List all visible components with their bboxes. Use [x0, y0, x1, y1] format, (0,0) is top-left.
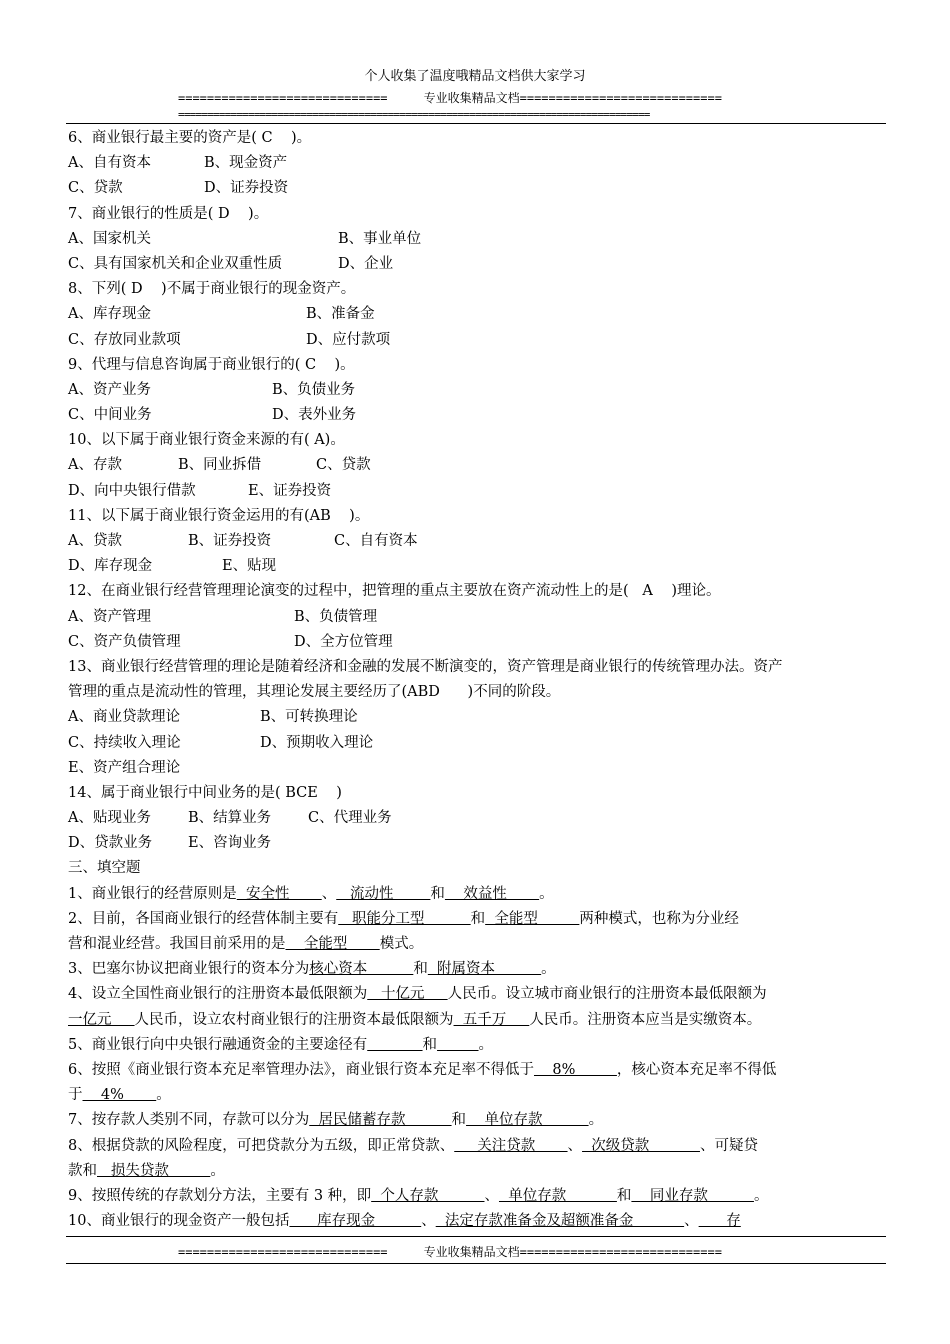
answer-blank [367, 1037, 422, 1053]
option-item: A、国家机关 [68, 230, 151, 247]
line-text: 10、以下属于商业银行资金来源的有( A)。 [68, 432, 345, 449]
line-text: 。 [588, 1112, 604, 1129]
option-item: B、结算业务 [188, 810, 272, 827]
line-text: 和 [422, 1036, 438, 1053]
option-item: D、表外业务 [272, 407, 357, 424]
text-line [68, 353, 886, 378]
option-item: C、持续收入理论 [68, 734, 181, 751]
option-item: C、自有资本 [334, 533, 418, 549]
line-text: 、 [421, 1213, 436, 1230]
footer-banner: ============================= 专业收集精品文档============================ [178, 1245, 722, 1259]
answer-blank: 8% [533, 1061, 617, 1078]
option-item: A、存款 [68, 457, 122, 474]
text-line [68, 907, 886, 932]
line-text: 、 [321, 885, 337, 902]
text-line [68, 1108, 886, 1133]
line-text: 模式。 [379, 936, 424, 952]
text-line [68, 1008, 886, 1033]
line-text: 和 [430, 885, 445, 902]
text-line [68, 328, 886, 353]
text-line [68, 1134, 886, 1159]
option-item: C、代理业务 [308, 810, 392, 827]
option-item: D、向中央银行借款 [68, 482, 196, 499]
line-text: 人民币，设立农村商业银行的注册资本最低限额为 [134, 1011, 454, 1028]
option-item: E、证券投资 [248, 482, 332, 499]
text-line [68, 453, 886, 478]
text-line [68, 227, 886, 252]
line-text: 13、商业银行经营管理的理论是随着经济和金融的发展不断演变的，资产管理是商业银行的传统管理办法。资产 [68, 658, 783, 675]
text-line [68, 705, 886, 730]
option-item: B、事业单位 [338, 230, 422, 247]
line-text: 10、商业银行的现金资产一般包括 [68, 1213, 290, 1230]
footer-rule [66, 1236, 886, 1237]
answer-blank: 次级贷款 [582, 1137, 700, 1154]
text-line [68, 731, 886, 756]
line-text: 、 [684, 1213, 699, 1230]
line-text: 和 [470, 910, 486, 927]
line-text: 2、目前，各国商业银行的经营体制主要有 [68, 910, 339, 927]
text-line [68, 957, 886, 982]
option-item: C、具有国家机关和企业双重性质 [68, 255, 283, 272]
text-line [68, 277, 886, 302]
text-line [68, 630, 886, 655]
answer-blank: 同业存款 [631, 1187, 754, 1204]
option-item: B、负债管理 [294, 608, 378, 625]
option-item: D、应付款项 [306, 331, 391, 348]
option-item: A、资产业务 [68, 381, 151, 398]
header-banner: ============================= 专业收集精品文档============================ [178, 91, 722, 105]
option-item: B、现金资产 [204, 155, 288, 172]
line-text: 。 [478, 1036, 494, 1053]
option-item: C、中间业务 [68, 407, 152, 424]
answer-blank: 存 [698, 1213, 741, 1230]
answer-blank: 五千万 [453, 1011, 530, 1028]
answer-blank: 核心资本 [309, 961, 414, 978]
line-text: 三、填空题 [68, 860, 141, 877]
text-line [68, 1058, 886, 1083]
option-item: A、资产管理 [68, 608, 151, 625]
line-text: 。 [753, 1187, 769, 1204]
answer-blank: 附属资本 [427, 961, 542, 978]
text-line [68, 680, 886, 705]
line-text: E、资产组合理论 [68, 759, 181, 776]
text-line [68, 302, 886, 327]
line-text: 。 [156, 1087, 171, 1104]
line-text: 6、按照《商业银行资本充足率管理办法》，商业银行资本充足率不得低于 [68, 1061, 534, 1078]
answer-blank: 单位存款 [498, 1187, 617, 1204]
header-divider-text: ================================================================================= [178, 108, 650, 121]
line-text: 和 [616, 1187, 632, 1204]
answer-blank: 损失贷款 [97, 1162, 211, 1179]
answer-blank [437, 1037, 478, 1053]
line-text: 和 [413, 961, 428, 978]
line-text: 营和混业经营。我国目前采用的是 [68, 936, 286, 952]
option-item: A、贷款 [68, 533, 122, 549]
footer-bottom-rule [66, 1263, 886, 1264]
line-text: 9、代理与信息咨询属于商业银行的( C )。 [68, 356, 355, 373]
option-item: B、准备金 [306, 306, 375, 323]
text-line [68, 781, 886, 806]
text-line [68, 529, 886, 554]
option-item: A、商业贷款理论 [68, 709, 180, 726]
answer-blank: 全能型 [485, 910, 580, 927]
text-line [68, 1209, 886, 1234]
line-text: 3、巴塞尔协议把商业银行的资本分为 [68, 961, 310, 978]
option-item: A、库存现金 [68, 306, 151, 323]
header-title: 个人收集了温度哦精品文档供大家学习 [364, 69, 586, 84]
option-item: D、预期收入理论 [260, 734, 374, 751]
answer-blank: 一亿元 [68, 1011, 135, 1028]
option-item: A、自有资本 [68, 155, 151, 172]
line-text: 、 [484, 1187, 499, 1204]
line-text: 8、下列( D )不属于商业银行的现金资产。 [68, 281, 356, 298]
answer-blank: 法定存款准备金及超额准备金 [435, 1213, 685, 1230]
text-line [68, 882, 886, 907]
text-line [68, 605, 886, 630]
line-text: 、 [567, 1137, 583, 1154]
text-line [68, 1159, 886, 1184]
text-line [68, 982, 886, 1007]
answer-blank: 单位存款 [466, 1112, 589, 1129]
line-text: ，核心资本充足率不得低 [616, 1061, 777, 1078]
answer-blank: 库存现金 [289, 1213, 422, 1230]
line-text: 5、商业银行向中央银行融通资金的主要途径有 [68, 1036, 368, 1053]
line-text: 7、商业银行的性质是( D )。 [68, 205, 269, 222]
line-text: 9、按照传统的存款划分方法，主要有 3 种，即 [68, 1187, 372, 1204]
option-item: D、贷款业务 [68, 835, 153, 852]
option-item: B、同业拆借 [178, 457, 262, 474]
line-text: 。 [210, 1162, 225, 1179]
line-text: 11、以下属于商业银行资金运用的有(AB )。 [68, 507, 370, 524]
text-line [68, 378, 886, 403]
text-line [68, 126, 886, 151]
option-item: A、贴现业务 [68, 810, 151, 827]
text-line [68, 202, 886, 227]
option-item: C、贷款 [68, 180, 123, 197]
option-item: C、存放同业款项 [68, 331, 181, 348]
text-line [68, 756, 886, 781]
line-text: 款和 [68, 1162, 97, 1179]
option-item: D、库存现金 [68, 558, 153, 575]
line-text: 12、在商业银行经营管理理论演变的过程中，把管理的重点主要放在资产流动性上的是( A )理论。 [68, 583, 721, 600]
line-text: 人民币。设立城市商业银行的注册资本最低限额为 [447, 986, 767, 1003]
line-text: 14、属于商业银行中间业务的是( BCE ) [68, 784, 342, 801]
answer-blank: 十亿元 [367, 986, 448, 1003]
header-rule [66, 123, 886, 124]
text-line [68, 932, 886, 957]
line-text: 8、根据贷款的风险程度，可把贷款分为五级，即正常贷款、 [68, 1137, 455, 1154]
line-text: 。 [539, 885, 554, 902]
answer-blank: 居民储蓄存款 [309, 1112, 452, 1129]
text-line [68, 831, 886, 856]
text-line [68, 151, 886, 176]
option-item: B、负债业务 [272, 381, 356, 398]
option-item: B、可转换理论 [260, 709, 358, 726]
answer-blank: 流动性 [336, 885, 431, 902]
text-line [68, 428, 886, 453]
line-text: 、可疑贷 [699, 1137, 758, 1154]
text-line [68, 479, 886, 504]
line-text: 7、按存款人类别不同，存款可以分为 [68, 1112, 310, 1129]
line-text: 和 [451, 1112, 467, 1129]
line-text: 人民币。注册资本应当是实缴资本。 [529, 1011, 762, 1028]
text-line [68, 655, 886, 680]
text-line [68, 504, 886, 529]
option-item: E、贴现 [222, 558, 277, 575]
text-line [68, 806, 886, 831]
answer-blank: 个人存款 [371, 1187, 485, 1204]
line-text: 1、商业银行的经营原则是 [68, 885, 237, 902]
line-text: 6、商业银行最主要的资产是( C )。 [68, 130, 312, 146]
text-line [68, 1083, 886, 1108]
text-line [68, 554, 886, 579]
line-text: 。 [541, 961, 556, 978]
document-body [68, 126, 886, 1234]
answer-blank: 全能型 [285, 936, 380, 952]
line-text: 两种模式，也称为分业经 [579, 910, 739, 927]
text-line [68, 856, 886, 881]
answer-blank: 4% [82, 1087, 157, 1104]
text-line [68, 1184, 886, 1209]
line-text: 于 [68, 1087, 83, 1104]
option-item: D、企业 [338, 255, 394, 272]
answer-blank: 关注贷款 [454, 1137, 568, 1154]
option-item: E、咨询业务 [188, 835, 272, 852]
text-line [68, 1033, 886, 1058]
option-item: B、证券投资 [188, 533, 272, 549]
option-item: D、证券投资 [204, 180, 289, 197]
answer-blank: 安全性 [236, 885, 322, 902]
answer-blank: 职能分工型 [338, 910, 471, 927]
text-line [68, 252, 886, 277]
text-line [68, 403, 886, 428]
text-line [68, 579, 886, 604]
option-item: C、资产负债管理 [68, 633, 181, 650]
option-item: C、贷款 [316, 457, 371, 474]
line-text: 管理的重点是流动性的管理，其理论发展主要经历了(ABD )不同的阶段。 [68, 684, 561, 701]
option-item: D、全方位管理 [294, 633, 393, 650]
text-line [68, 176, 886, 201]
answer-blank: 效益性 [444, 885, 540, 902]
line-text: 4、设立全国性商业银行的注册资本最低限额为 [68, 986, 368, 1003]
